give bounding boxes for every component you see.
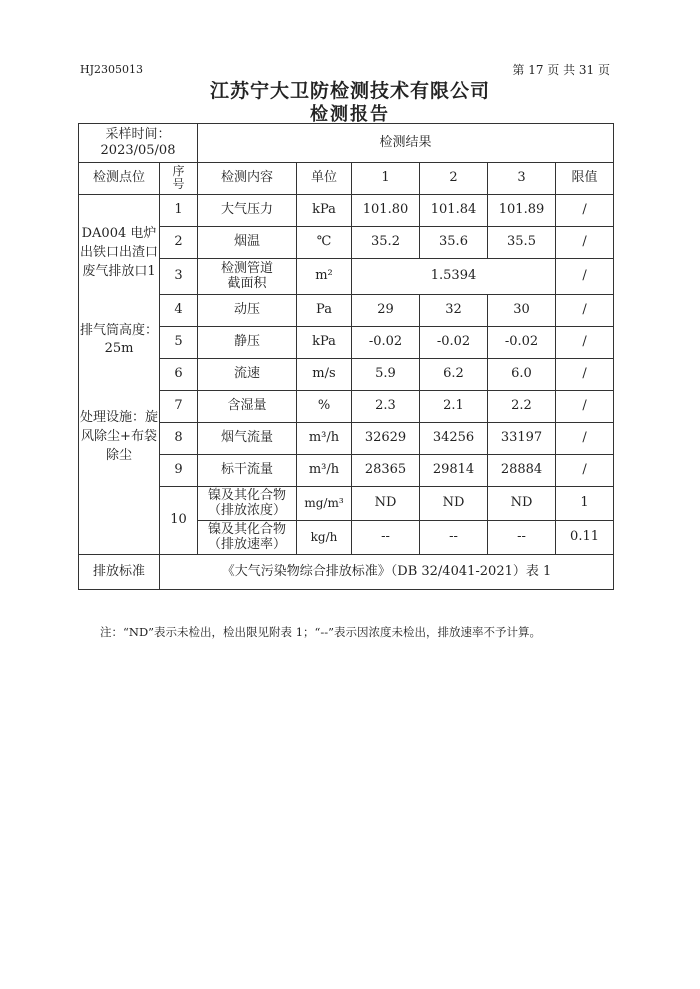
row-seq: 10 [160,487,198,555]
row-seq: 8 [160,423,198,455]
row-value-2: -- [420,521,488,555]
row-unit: m³/h [297,423,352,455]
table-row [79,259,614,295]
row-item: 静压 [198,327,297,359]
row-item: 大气压力 [198,195,297,227]
stack-height: 排气筒高度：25m [79,322,158,357]
row-unit: ℃ [297,227,352,259]
row-unit: m³/h [297,455,352,487]
row-seq: 5 [160,327,198,359]
sampling-time-cell [79,124,198,163]
row-value-1: 101.80 [352,195,420,227]
row-value-1: 32629 [352,423,420,455]
row-limit: / [556,327,614,359]
row-seq: 4 [160,295,198,327]
footnote: 注：“ND”表示未检出，检出限见附表 1；“--”表示因浓度未检出，排放速率不予计算。 [100,625,542,639]
row-limit: 1 [556,487,614,521]
row-value-3: 2.2 [488,391,556,423]
row-item: 流速 [198,359,297,391]
row-item: 烟温 [198,227,297,259]
col-1-header: 1 [352,163,420,195]
row-value-3: ND [488,487,556,521]
row-unit: Pa [297,295,352,327]
row-unit: mg/m³ [297,487,352,521]
results-table [78,123,614,590]
row-unit: kPa [297,195,352,227]
row-value-2: 2.1 [420,391,488,423]
row-value-2: 32 [420,295,488,327]
report-number: HJ2305013 [80,63,143,76]
col-unit-header: 单位 [297,163,352,195]
table-row [79,227,614,259]
row-item: 检测管道截面积 [198,259,297,295]
row-value-2: -0.02 [420,327,488,359]
row-item: 烟气流量 [198,423,297,455]
col-limit-header: 限值 [556,163,614,195]
row-value-2: ND [420,487,488,521]
row-seq: 6 [160,359,198,391]
row-unit: m/s [297,359,352,391]
row-value-1: 29 [352,295,420,327]
standard-text: 《大气污染物综合排放标准》（DB 32/4041-2021）表 1 [160,555,614,590]
row-limit: / [556,423,614,455]
row-value-3: 35.5 [488,227,556,259]
results-header: 检测结果 [198,124,614,163]
col-point-header: 检测点位 [79,163,160,195]
table-row [79,455,614,487]
row-value-1: ND [352,487,420,521]
row-value-3: -- [488,521,556,555]
row-item: 标干流量 [198,455,297,487]
row-merged-value: 1.5394 [352,259,556,295]
row-item: 动压 [198,295,297,327]
row-value-3: 101.89 [488,195,556,227]
row-item: 镍及其化合物（排放浓度） [198,487,297,521]
row-value-3: 6.0 [488,359,556,391]
row-value-2: 34256 [420,423,488,455]
row-limit: / [556,295,614,327]
treatment-facility: 处理设施：旋风除尘+布袋除尘 [79,410,158,463]
company-name: 江苏宁大卫防检测技术有限公司 [209,80,490,102]
table-row [79,487,614,521]
row-limit: / [556,455,614,487]
row-limit: / [556,227,614,259]
col-seq-header: 序号 [160,163,198,195]
table-row [79,391,614,423]
row-value-1: -0.02 [352,327,420,359]
row-seq: 2 [160,227,198,259]
row-limit: 0.11 [556,521,614,555]
row-limit: / [556,359,614,391]
row-value-2: 29814 [420,455,488,487]
sampling-date: 2023/05/08 [100,143,176,158]
row-seq: 3 [160,259,198,295]
row-value-1: 5.9 [352,359,420,391]
col-3-header: 3 [488,163,556,195]
col-2-header: 2 [420,163,488,195]
table-row [79,195,614,227]
report-title: 检测报告 [310,104,390,125]
table-row [79,295,614,327]
row-seq: 1 [160,195,198,227]
row-seq: 9 [160,455,198,487]
row-value-3: 28884 [488,455,556,487]
row-value-3: 33197 [488,423,556,455]
sampling-time-label: 采样时间： [105,126,171,142]
row-limit: / [556,195,614,227]
row-item: 含湿量 [198,391,297,423]
row-unit: kPa [297,327,352,359]
row-limit: / [556,391,614,423]
row-unit: % [297,391,352,423]
point-name: DA004 电炉出铁口出渣口废气排放口1 [79,226,158,279]
row-value-2: 101.84 [420,195,488,227]
page-indicator: 第 17 页 共 31 页 [512,63,610,77]
table-row [79,327,614,359]
point-description [79,195,160,555]
table-row [79,359,614,391]
row-unit: m² [297,259,352,295]
standard-label: 排放标准 [79,555,160,590]
table-row [79,423,614,455]
row-value-1: 28365 [352,455,420,487]
row-value-1: 2.3 [352,391,420,423]
row-value-1: -- [352,521,420,555]
row-value-3: -0.02 [488,327,556,359]
row-item: 镍及其化合物（排放速率） [198,521,297,555]
row-value-2: 35.6 [420,227,488,259]
col-item-header: 检测内容 [198,163,297,195]
row-value-1: 35.2 [352,227,420,259]
row-unit: kg/h [297,521,352,555]
row-limit: / [556,259,614,295]
row-seq: 7 [160,391,198,423]
row-value-2: 6.2 [420,359,488,391]
row-value-3: 30 [488,295,556,327]
